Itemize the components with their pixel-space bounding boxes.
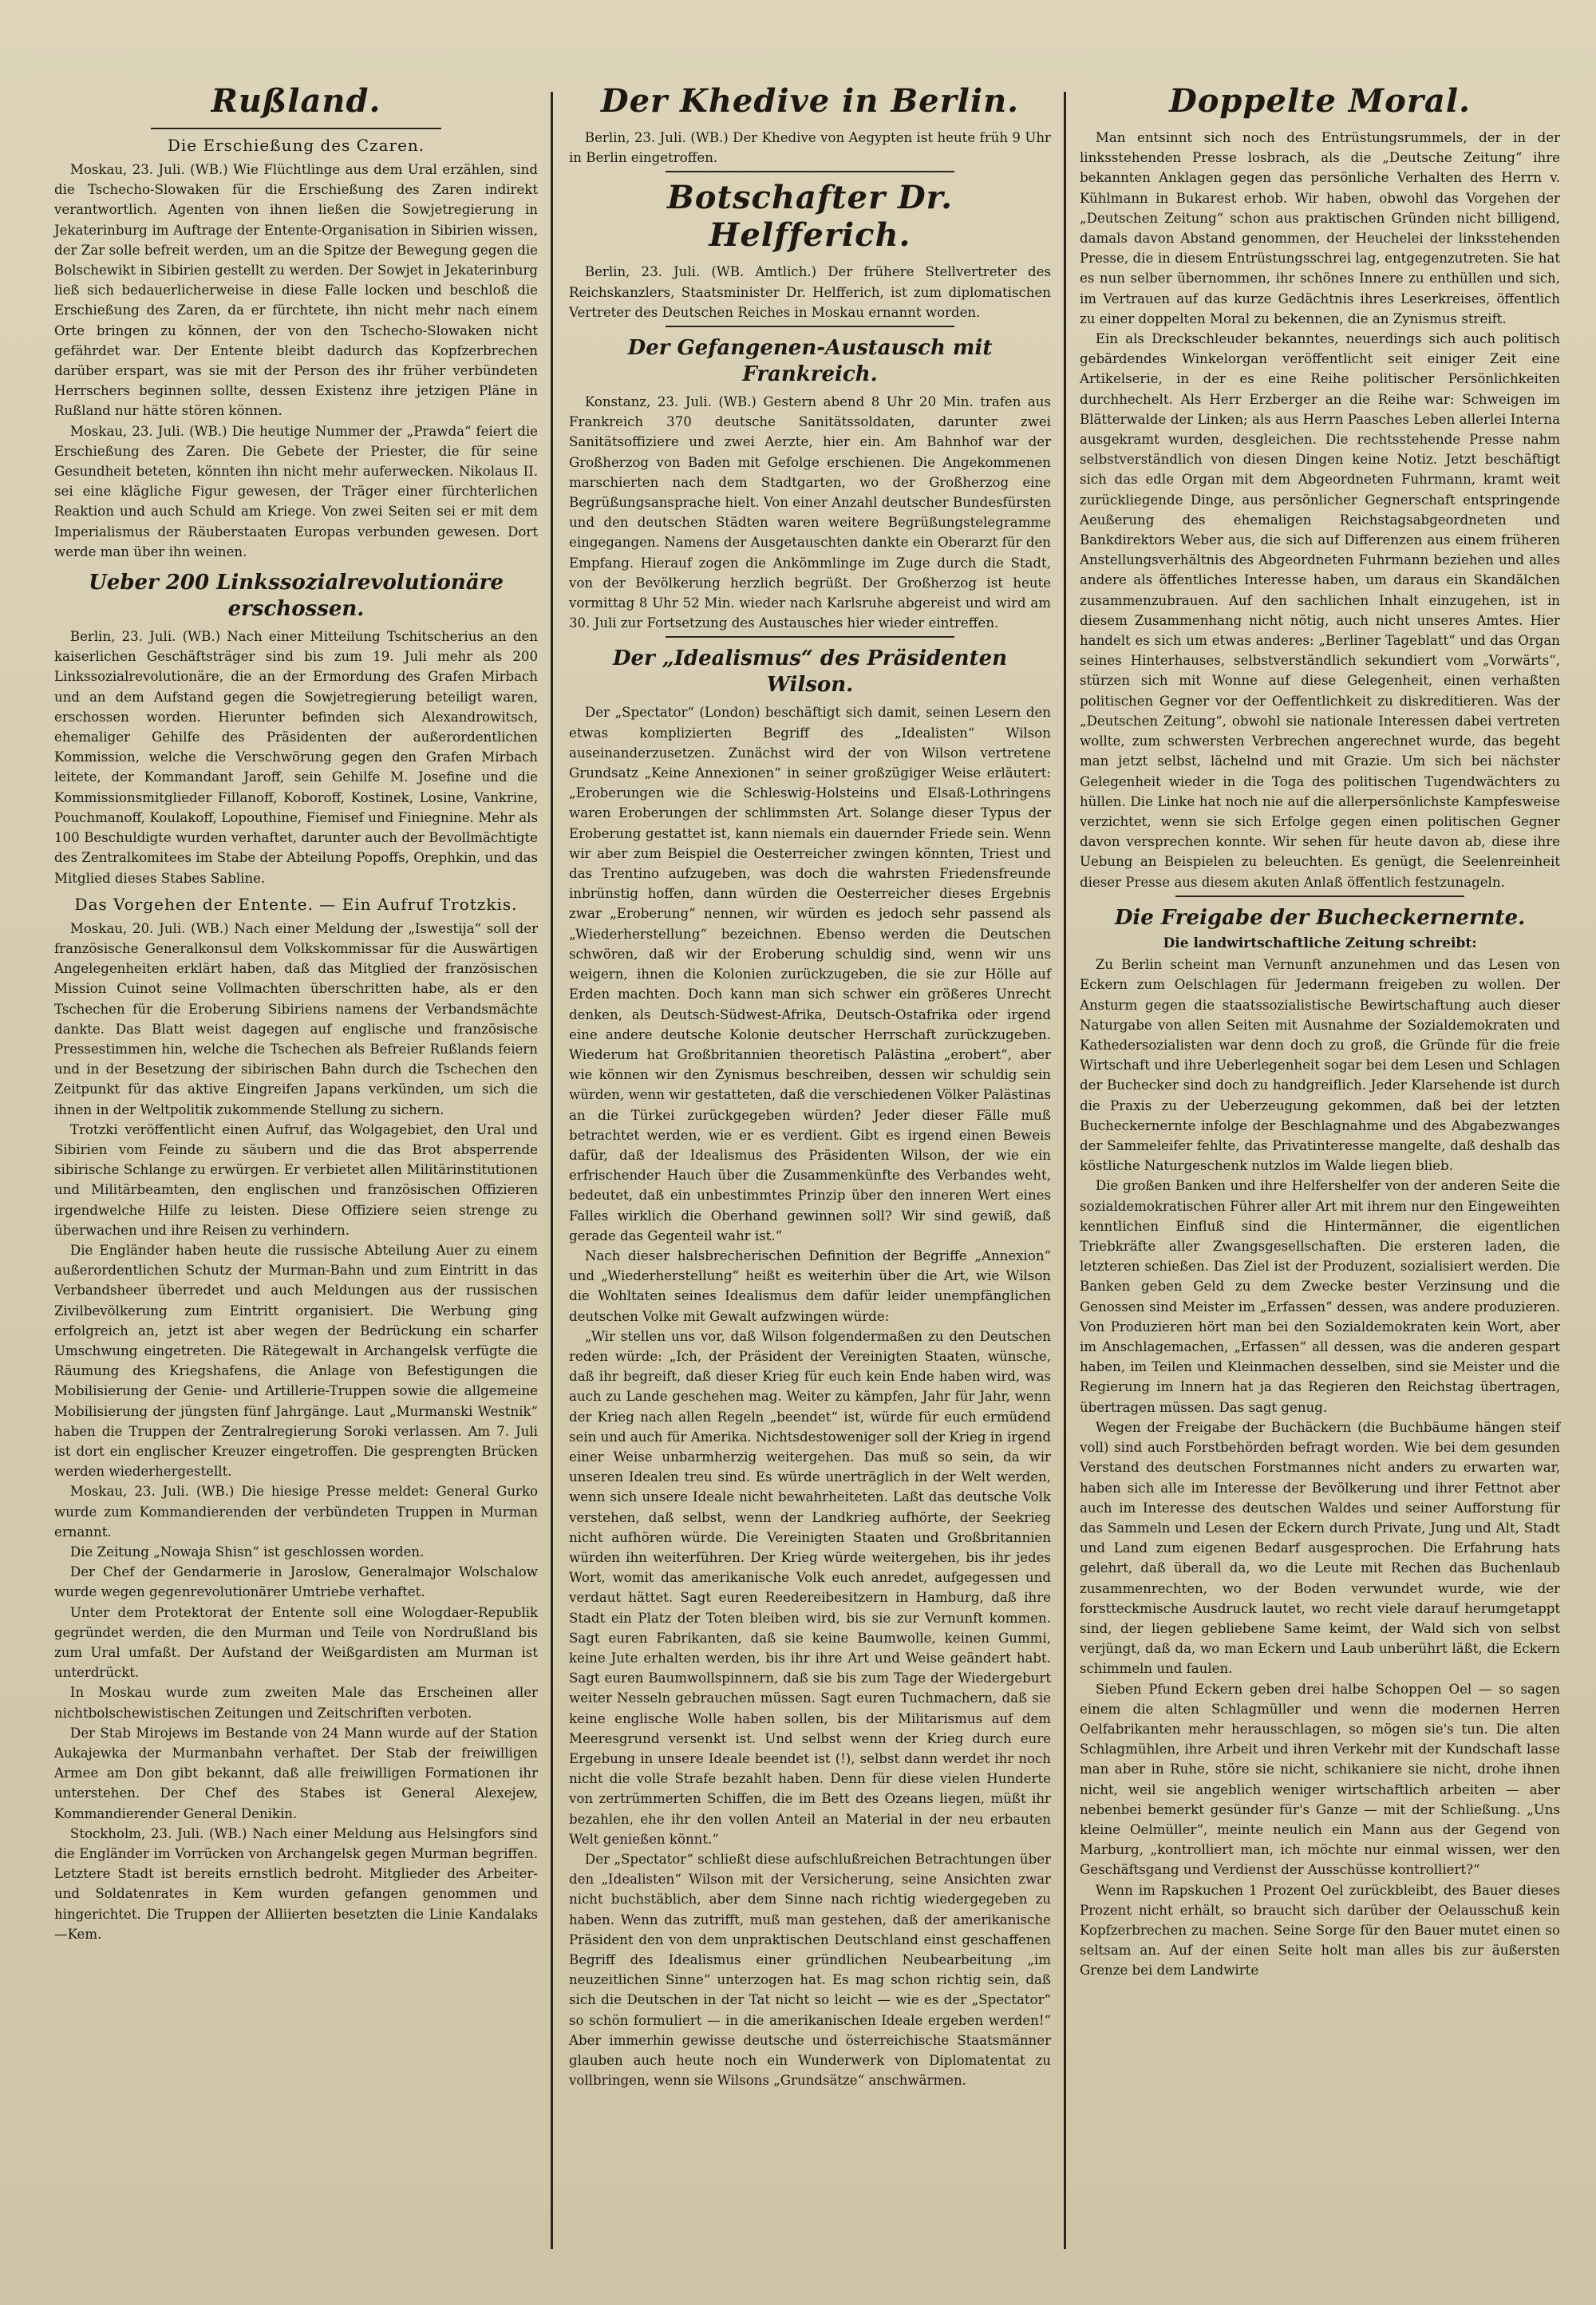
- article-paragraph: Die Zeitung „Nowaja Shisn“ ist geschlossen worden.: [69, 1544, 425, 1560]
- headline-gefangenen-austausch: Der Gefangenen-Austausch mit Frankreich.: [627, 336, 993, 386]
- article-paragraph: Unter dem Protektorat der Entente soll eine Wologdaer-Republik gegründet werden, die den Murman und Teile von Nordrußland bis zum Ural umfaßt. Der Aufstand der Weißgardisten am Murman ist unterdrückt.: [54, 1604, 538, 1681]
- article-paragraph: Ein als Dreckschleuder bekanntes, neuerdings sich auch politisch gebärdendes Winkelorgan veröffentlicht seit einiger Zeit eine Artikelserie, in der es eine Reihe politischer Persönlichkeiten durchhechelt. Als Herr Erzberger an die Reihe war: Schweigen im Blätterwalde der Linken; als aus Herrn Paasches Leben allerlei Interna ausgekramt wurden, desgleichen. Die rechtsstehende Presse nahm selbstverständlich von diesen Dingen keine Notiz. Jetzt beschäftigt sich das edle Organ mit dem Abgeordneten Fuhrmann, kramt weit zurückliegende Dinge, aus persönlicher Gegnerschaft entspringende Aeußerung des ehemaligen Reichstagsabgeordneten und Bankdirektors Weber aus, die sich auf Differenzen aus einem früheren Anstellungsverhältnis des Abgeordneten Fuhrmann beziehen und alles andere als öffentliches Interesse haben, um daraus ein Skandälchen zusammenzubrauen. Auf den sachlichen Inhalt einzugehen, ist in diesem Zusammenhang nicht nötig, auch nicht unseres Amtes. Hier handelt es sich um etwas anderes: „Berliner Tageblatt“ und das Organ seines Hinterhauses, selbstverständlich sekundiert vom „Vorwärts“, stürzen sich mit Wonne auf diese Gelegenheit, einen verhaßten politischen Gegner vor der Oeffentlichkeit zu diskreditieren. Was der „Deutschen Zeitung“, obwohl sie nationale Interessen dabei vertreten wollte, zum schwersten Verbrechen angerechnet wurde, das begeht man jetzt selbst, lächelnd und mit Grazie. Um sich bei nächster Gelegenheit wieder in die Toga des politischen Tugendwächters zu hüllen. Die Linke hat noch nie auf die allerpersönlichste Kampfesweise verzichtet, wenn sie sich Erfolge gegen einen politischen Gegner davon versprechen konnte. Wir sehen für heute davon ab, diese ihre Uebung an Beispielen zu beleuchten. Es genügt, die Seelenreinheit dieser Presse aus diesem akuten Anlaß öffentlich festzunageln.: [1080, 331, 1560, 890]
- headline-russland: Rußland.: [211, 82, 381, 120]
- article-paragraph: Man entsinnt sich noch des Entrüstungsrummels, der in der linksstehenden Presse losbrach, als die „Deutsche Zeitung“ ihre bekannten Anklagen gegen das persönliche Verhalten des Herrn v. Kühlmann in Bukarest erhob. Wir haben, obwohl das Vorgehen der „Deutschen Zeitung“ schon aus praktischen Gründen nicht billigend, damals davon Abstand genommen, der Heuchelei der linksstehenden Presse, die in diesem Entrüstungsschrei lag, entgegenzutreten. Sie hat es nun selber übernommen, ihr schönes Innere zu enthüllen und sich, im Vertrauen auf das kurze Gedächtnis ihres Leserkreises, öffentlich zu einer doppelten Moral zu bekennen, die an Zynismus streift.: [1080, 130, 1560, 326]
- article-paragraph: Moskau, 23. Juli. (WB.) Die heutige Nummer der „Prawda“ feiert die Erschießung des Zaren. Die Gebete der Priester, die für seine Gesundheit beteten, könnten ihn nicht mehr auferwecken. Nikolaus II. sei eine klägliche Figur gewesen, der Träger einer fürchterlichen Reaktion und auch Schuld am Kriege. Von zwei Seiten sei er mit dem Imperialismus der Räuberstaaten Europas verbunden gewesen. Dort werde man über ihn weinen.: [54, 423, 538, 559]
- source-note: Die landwirtschaftliche Zeitung schreibt:: [1163, 935, 1477, 952]
- headline-idealismus-wilson: Der „Idealismus“ des Präsidenten Wilson.: [612, 646, 1008, 697]
- column-divider: [1064, 92, 1066, 2249]
- column-divider: [551, 92, 553, 2249]
- article-paragraph: Berlin, 23. Juli. (WB.) Nach einer Mitteilung Tschitscherius an den kaiserlichen Geschäftsträger sind bis zum 19. Juli mehr als 200 Linkssozialrevolutionäre, die an der Ermordung des Grafen Mirbach und an dem Aufstand gegen die Sowjetregierung beteiligt waren, erschossen worden. Hierunter befinden sich Alexandrowitsch, ehemaliger Gehilfe des Präsidenten der außerordentlichen Kommission, welche die Verschwörung gegen den Grafen Mirbach leitete, der Kommandant Jaroff, sein Gehilfe M. Josefine und die Kommissionsmitglieder Fillanoff, Koboroff, Kostinek, Losine, Vankrine, Pouchmanoff, Koulakoff, Lopouthine, Fiemisef und Finiegnine. Mehr als 100 Beschuldigte wurden verhaftet, darunter auch der Bevollmächtigte des Zentralkomitees im Stabe der Abteilung Popoffs, Orephkin, und das Mitglied dieses Stabes Sabline.: [54, 629, 538, 886]
- subheadline: Die Erschießung des Czaren.: [167, 136, 425, 155]
- section-rule: [666, 636, 954, 638]
- article-paragraph: Moskau, 23. Juli. (WB.) Wie Flüchtlinge aus dem Ural erzählen, sind die Tschecho-Slowaken für die Erschießung des Zaren indirekt verantwortlich. Agenten von ihnen ließen die Sowjetregierung in Jekaterinburg im Auftrage der Entente-Organisation in Sibirien wissen, der Zar solle befreit werden, um an die Spitze der Bewegung gegen die Bolschewikt in Sibirien gestellt zu werden. Der Sowjet in Jekaterinburg ließ sich bedauerlicherweise in diese Falle locken und beschloß die Erschießung des Zaren, da er fürchtete, ihn nicht mehr nach einem Orte bringen zu können, der von den Tschecho-Slowaken nicht gefährdet war. Der Entente bleibt dadurch das Kopfzerbrechen darüber erspart, was sie mit der Person des ihr früher verbündeten Herrschers beginnen sollte, dessen Existenz ihre jetzigen Pläne in Rußland nur hätte stören können.: [54, 162, 538, 419]
- headline-linkssozialrevolutionaere: Ueber 200 Linkssozialrevolutionäre erschossen.: [89, 571, 504, 621]
- section-rule: [666, 326, 954, 327]
- headline-khedive: Der Khedive in Berlin.: [600, 82, 1020, 120]
- article-paragraph: Die großen Banken und ihre Helfershelfer von der anderen Seite die sozialdemokratischen Führer aller Art mit ihrem nur den Eingeweihten kenntlichen Einfluß sind die Hintermänner, die eigentlichen Triebkräfte aller Zwangsgesellschaften. Die ersteren laden, die letzteren schießen. Das Ziel ist der Produzent, sozialisiert werden. Die Banken geben Geld zu dem Zwecke bester Verzinsung und die Genossen sind Meister im „Erfassen“ dessen, was andere produzieren. Von Produzieren hört man bei den Sozialdemokraten kein Wort, aber im Anschlagemachen, „Erfassen“ all dessen, was die anderen gespart haben, im Teilen und Kleinmachen desselben, sind sie Meister und die Regierung im Innern hat ja das Regieren den Reichstag übertragen, übertragen müssen. Das sagt genug.: [1080, 1178, 1560, 1415]
- section-rule: [666, 171, 954, 172]
- column-middle: [563, 76, 1057, 2261]
- subheadline: Das Vorgehen der Entente. — Ein Aufruf Trotzkis.: [74, 894, 518, 914]
- article-paragraph: Der Chef der Gendarmerie in Jaroslow, Generalmajor Wolschalow wurde wegen gegenrevolutionärer Umtriebe verhaftet.: [54, 1564, 538, 1600]
- article-paragraph: Sieben Pfund Eckern geben drei halbe Schoppen Oel — so sagen einem die alten Schlagmüller und wenn die modernen Herren Oelfabrikanten mehr herausschlagen, so mögen sie's tun. Die alten Schlagmühlen, ihre Arbeit und ihren Verkehr mit der Kundschaft lasse man aber in Ruhe, störe sie nicht, schikaniere sie nicht, drohe ihnen nicht, weil sie angeblich weniger wirtschaftlich arbeiten — aber nebenbei bemerkt gesünder für's Ganze — mit der Schließung. „Uns kleine Oelmüller“, meinte neulich ein Mann aus der Gegend von Marburg, „kontrolliert man, ich möchte nur einmal wissen, wer den Geschäftsgang und Verdienst der Ausschüsse kontrolliert?“: [1080, 1681, 1560, 1878]
- article-paragraph: Zu Berlin scheint man Vernunft anzunehmen und das Lesen von Eckern zum Oelschlagen für Jedermann freigeben zu wollen. Der Ansturm gegen die staatssozialistische Bewirtschaftung auch dieser Naturgabe von allen Seiten mit Ausnahme der Sozialdemokraten und Kathedersozialisten war denn doch zu groß, die Gründe für die freie Wirtschaft und ihre Ueberlegenheit sogar bei dem Lesen und Schlagen der Buchecker sind doch zu handgreiflich. Jeder Klarsehende ist durch die Praxis zu der Ueberzeugung gekommen, daß bei der letzten Bucheckernernte infolge der Beschlagnahme und des Abgabezwanges der Sammeleifer fehlte, das Privatinteresse mangelte, daß deshalb das köstliche Naturgeschenk nutzlos im Walde liegen blieb.: [1080, 957, 1560, 1174]
- article-paragraph: Der Stab Mirojews im Bestande von 24 Mann wurde auf der Station Aukajewka der Murmanbahn verhaftet. Der Stab der freiwilligen Armee am Don gibt bekannt, daß alle freiwilligen Formationen ihr unterstehen. Der Chef des Stabes ist General Alexejew, Kommandierender General Denikin.: [54, 1725, 538, 1821]
- article-paragraph: Nach dieser halsbrecherischen Definition der Begriffe „Annexion“ und „Wiederherstellung“ heißt es weiterhin über die Art, wie Wilson die Wohltaten seines Idealismus dem dafür leider unempfänglichen deutschen Volke mit Gewalt aufzwingen würde:: [569, 1247, 1051, 1324]
- headline-doppelte-moral: Doppelte Moral.: [1169, 82, 1471, 120]
- headline-helfferich: Botschafter Dr. Helfferich.: [667, 179, 953, 255]
- article-paragraph: Trotzki veröffentlicht einen Aufruf, das Wolgagebiet, den Ural und Sibirien vom Feinde zu säubern und die das Brot absperrende sibirische Schlange zu erwürgen. Er verbietet allen Militärinstitutionen und Militärbeamten, den englischen und französischen Offizieren irgendwelche Hilfe zu leisten. Diese Offiziere seien strenge zu überwachen und ihre Reisen zu verhindern.: [54, 1121, 538, 1238]
- article-paragraph: In Moskau wurde zum zweiten Male das Erscheinen aller nichtbolschewistischen Zeitungen und Zeitschriften verboten.: [54, 1685, 538, 1721]
- article-paragraph: Berlin, 23. Juli. (WB.) Der Khedive von Aegypten ist heute früh 9 Uhr in Berlin eingetroffen.: [569, 130, 1051, 166]
- article-paragraph: Berlin, 23. Juli. (WB. Amtlich.) Der frühere Stellvertreter des Reichskanzlers, Staatsminister Dr. Helfferich, ist zum diplomatischen Vertreter des Deutschen Reiches in Moskau ernannt worden.: [569, 264, 1051, 320]
- article-paragraph: Wenn im Rapskuchen 1 Prozent Oel zurückbleibt, des Bauer dieses Prozent nicht erhält, so braucht sich darüber der Oelausschuß kein Kopfzerbrechen zu machen. Seine Sorge für den Bauer mutet einen so seltsam an. Auf der einen Seite holt man alles bis zur äußersten Grenze bei dem Landwirte: [1080, 1882, 1560, 1979]
- article-paragraph: Moskau, 23. Juli. (WB.) Die hiesige Presse meldet: General Gurko wurde zum Kommandierenden der verbündeten Truppen in Murman ernannt.: [54, 1484, 538, 1540]
- column-left: [48, 76, 544, 2261]
- article-paragraph: Konstanz, 23. Juli. (WB.) Gestern abend 8 Uhr 20 Min. trafen aus Frankreich 370 deutsche Sanitätssoldaten, darunter zwei Sanitätsoffiziere und zwei Aerzte, hier ein. Am Bahnhof war der Großherzog von Baden mit Gefolge erschienen. Die Angekommenen marschierten nach dem Stadtgarten, wo der Großherzog eine Begrüßungsansprache hielt. Von einer Anzahl deutscher Bundesfürsten und den deutschen Städten waren weitere Begrüßungstelegramme eingegangen. Namens der Ausgetauschten dankte ein Oberarzt für den Empfang. Hierauf zogen die Ankömmlinge im Zuge durch die Stadt, von der Bevölkerung herzlich begrüßt. Der Großherzog ist heute vormittag 8 Uhr 52 Min. wieder nach Karlsruhe abgereist und wird am 30. Juli zur Fortsetzung des Austausches hier wieder eintreffen.: [569, 394, 1051, 631]
- article-paragraph: „Wir stellen uns vor, daß Wilson folgendermaßen zu den Deutschen reden würde: „Ich, der Präsident der Vereinigten Staaten, wünsche, daß ihr begreift, daß dieser Krieg für euch kein Ende haben wird, was auch zu Lande geschehen mag. Weiter zu kämpfen, Jahr für Jahr, wenn der Krieg nach allen Regeln „beendet“ ist, würde für euch ermüdend sein und auch für Amerika. Nichtsdestoweniger soll der Krieg in irgend einer Weise unbarmherzig weitergehen. Das muß so sein, da wir unseren Idealen treu sind. Es würde unerträglich in der Welt werden, wenn sich unsere Ideale nicht bewahrheiteten. Laßt das deutsche Volk verstehen, daß selbst, wenn der Landkrieg aufhörte, der Seekrieg nicht aufhören würde. Die Vereinigten Staaten und Großbritannien würden ihn weiterführen. Der Krieg würde weitergehen, bis ihr jedes Wort, womit das amerikanische Volk euch anredet, aufgegessen und verdaut hättet. Sagt euren Reedereibesitzern in Hamburg, daß ihre Stadt ein Platz der Toten bleiben wird, bis sie zur Vernunft kommen. Sagt euren Fabrikanten, daß sie keine Baumwolle, keinen Gummi, keine Jute erhalten werden, bis ihr ihre Art und Weise geändert habt. Sagt euren Baumwollspinnern, daß sie bis zum Tage der Wiedergeburt weiter Nesseln gebrauchen müssen. Sagt euren Tuchmachern, daß sie keine englische Wolle haben sollen, bis der Militarismus auf dem Meeresgrund versenkt ist. Und selbst wenn der Krieg durch eure Ergebung in unsere Ideale beendet ist (!), selbst dann werdet ihr noch nicht die volle Strafe bezahlt haben. Denn für diese vielen Hunderte von zertrümmerten Schiffen, die im Bett des Ozeans liegen, müßt ihr bezahlen, ehe ihr den vollen Anteil an Material in der neu erbauten Welt genießen könnt.“: [569, 1328, 1051, 1847]
- headline-rule: [151, 128, 441, 129]
- article-paragraph: Stockholm, 23. Juli. (WB.) Nach einer Meldung aus Helsingfors sind die Engländer im Vorrücken von Archangelsk gegen Murman begriffen. Letztere Stadt ist bereits ernstlich bedroht. Mitglieder des Arbeiter- und Soldatenrates in Kem wurden gefangen genommen und hingerichtet. Die Truppen der Alliierten besetzten die Linie Kandalaks—Kem.: [54, 1825, 538, 1942]
- article-paragraph: Der „Spectator“ (London) beschäftigt sich damit, seinen Lesern den etwas komplizierten Begriff des „Idealisten“ Wilson auseinanderzusetzen. Zunächst wird der von Wilson vertretene Grundsatz „Keine Annexionen“ in seiner großzügiger Weise erläutert: „Eroberungen wie die Schleswig-Holsteins und Elsaß-Lothringens waren Eroberungen der schlimmsten Art. Solange dieser Typus der Eroberung gestattet ist, kann niemals ein dauernder Friede sein. Wenn wir aber zum Beispiel die Oesterreicher zwingen könnten, Triest und das Trentino aufzugeben, was doch die wahrsten Friedensfreunde inbrünstig hoffen, dann würden die Oesterreicher dieses Ergebnis zwar „Eroberung“ nennen, wir würden es jedoch sehr passend als „Wiederherstellung“ bezeichnen. Ebenso werden die Deutschen schwören, daß wir der Eroberung schuldig sind, wenn wir uns weigern, ihnen die Kolonien zurückzugeben, die sie zur Hölle auf Erden machten. Doch kann man sich schwer ein größeres Unrecht denken, als Deutsch-Südwest-Afrika, Deutsch-Ostafrika oder irgend eine andere deutsche Kolonie deutscher Herrschaft zurückzugeben. Wiederum hat Großbritannien theoretisch Palästina „erobert“, aber wie können wir den Zynismus beschreiben, dessen wir schuldig sein würden, wenn wir gestatteten, daß die verschiedenen Völker Palästinas an die Türkei zurückgegeben würden? Jeder dieser Fälle muß betrachtet werden, wie er es verdient. Gibt es irgend einen Beweis dafür, daß der Idealismus des Präsidenten Wilson, der wie ein erfrischender Hauch über die Zusammenkünfte des Verbandes weht, bedeutet, daß ein unbestimmtes Prinzip über den inneren Wert eines Falles wirklich die Oberhand gewinnen soll? Wir sind gewiß, daß gerade das Gegenteil wahr ist.“: [569, 705, 1051, 1243]
- headline-bucheckernernte: Die Freigabe der Bucheckernernte.: [1114, 905, 1526, 930]
- section-rule: [1175, 896, 1464, 897]
- article-paragraph: Die Engländer haben heute die russische Abteilung Auer zu einem außerordentlichen Schutz der Murman-Bahn und zum Eintritt in das Verbandsheer überredet und auch Meldungen aus der russischen Zivilbevölkerung zum Eintritt organisiert. Die Werbung ging erfolgreich an, jetzt ist aber wegen der Bedrückung ein scharfer Umschwung eingetreten. Die Rätegewalt in Archangelsk verfügte die Räumung des Kriegshafens, die Anlage von Befestigungen die Mobilisierung der Genie- und Artillerie-Truppen sowie die allgemeine Mobilisierung der jüngsten fünf Jahrgänge. Laut „Murmanski Westnik“ haben die Truppen der Zentralregierung Soroki verlassen. Am 7. Juli ist dort ein englischer Kreuzer eingetroffen. Die gesprengten Brücken werden wiederhergestellt.: [54, 1242, 538, 1480]
- article-paragraph: Wegen der Freigabe der Buchäckern (die Buchbäume hängen steif voll) sind auch Forstbehörden befragt worden. Wie bei dem gesunden Verstand des deutschen Forstmannes nicht anders zu erwarten war, haben sich alle im Interesse der Bevölkerung und ihrer Fettnot aber auch im Interesse des deutschen Waldes und seiner Aufforstung für das Sammeln und Lesen der Eckern durch Private, Jung und Alt, Stadt und Land zum eigenen Bedarf ausgesprochen. Die Erfahrung hats gelehrt, daß überall da, wo die Leute mit Rechen das Buchenlaub zusammenrechten, wo der Boden verwundet wurde, wie der forstteckmische Ausdruck lautet, wo recht viele darauf herumgetappt sind, der liegen gebliebene Same keimt, der Wald sich von selbst verjüngt, daß da, wo man Eckern und Laub unberührt läßt, die Eckern schimmeln und faulen.: [1080, 1419, 1560, 1677]
- column-right: [1073, 76, 1566, 2261]
- article-paragraph: Der „Spectator“ schließt diese aufschlußreichen Betrachtungen über den „Idealisten“ Wilson mit der Versicherung, seine Ansichten zwar nicht buchstäblich, aber dem Sinne nach richtig wiedergegeben zu haben. Wenn das zutrifft, muß man gestehen, daß der amerikanische Präsident den von dem unpraktischen Deutschland einst geschaffenen Begriff des Idealismus einer gründlichen Neubearbeitung „im neuzeitlichen Sinne“ unterzogen hat. Es mag schon richtig sein, daß sich die Deutschen in der Tat nicht so leicht — wie es der „Spectator“ so schön formuliert — in die amerikanischen Ideale ergeben werden!“ Aber immerhin gewisse deutsche und österreichische Staatsmänner glauben auch heute noch ein Wunderwerk von Diplomatentat zu vollbringen, wenn sie Wilsons „Grundsätze“ anschwärmen.: [569, 1852, 1051, 2089]
- article-paragraph: Moskau, 20. Juli. (WB.) Nach einer Meldung der „Iswestija“ soll der französische Generalkonsul dem Volkskommissar für die Auswärtigen Angelegenheiten erklärt haben, daß das Mitglied der französischen Mission Cuinot seine Vollmachten überschritten habe, als er den Tschechen für die Eroberung Sibiriens namens der Verbandsmächte dankte. Das Blatt weist dagegen auf englische und französische Pressestimmen hin, welche die Tschechen als Befreier Rußlands feiern und in der Besetzung der sibirischen Bahn durch die Tschechen den Zeitpunkt für das aktive Eingreifen Japans verkünden, um sich die ihnen in der Weltpolitik zukommende Stellung zu sichern.: [54, 920, 538, 1117]
